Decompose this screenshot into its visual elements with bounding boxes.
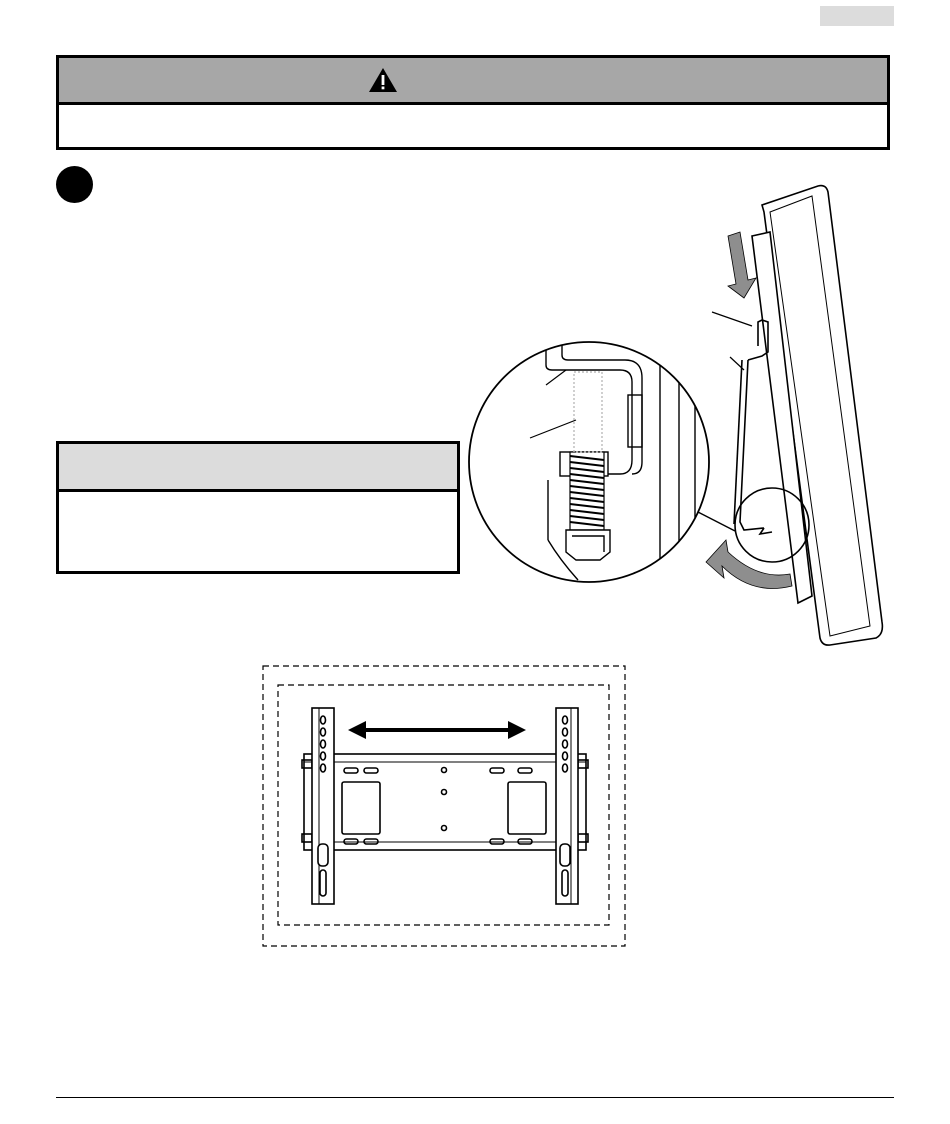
bolt-thread [570, 452, 604, 530]
arrow-down-icon [728, 232, 756, 298]
detail-magnified-view [469, 330, 709, 600]
wall-plate [302, 754, 588, 850]
left-tv-bracket [312, 708, 334, 904]
double-arrow-icon [348, 721, 526, 739]
footer-rule [56, 1097, 894, 1098]
leader-line [712, 312, 752, 326]
curved-arrow-icon [706, 540, 792, 589]
detail-connector-line [696, 511, 735, 531]
right-tv-bracket [556, 708, 578, 904]
mount-front-view-illustration [262, 664, 628, 948]
